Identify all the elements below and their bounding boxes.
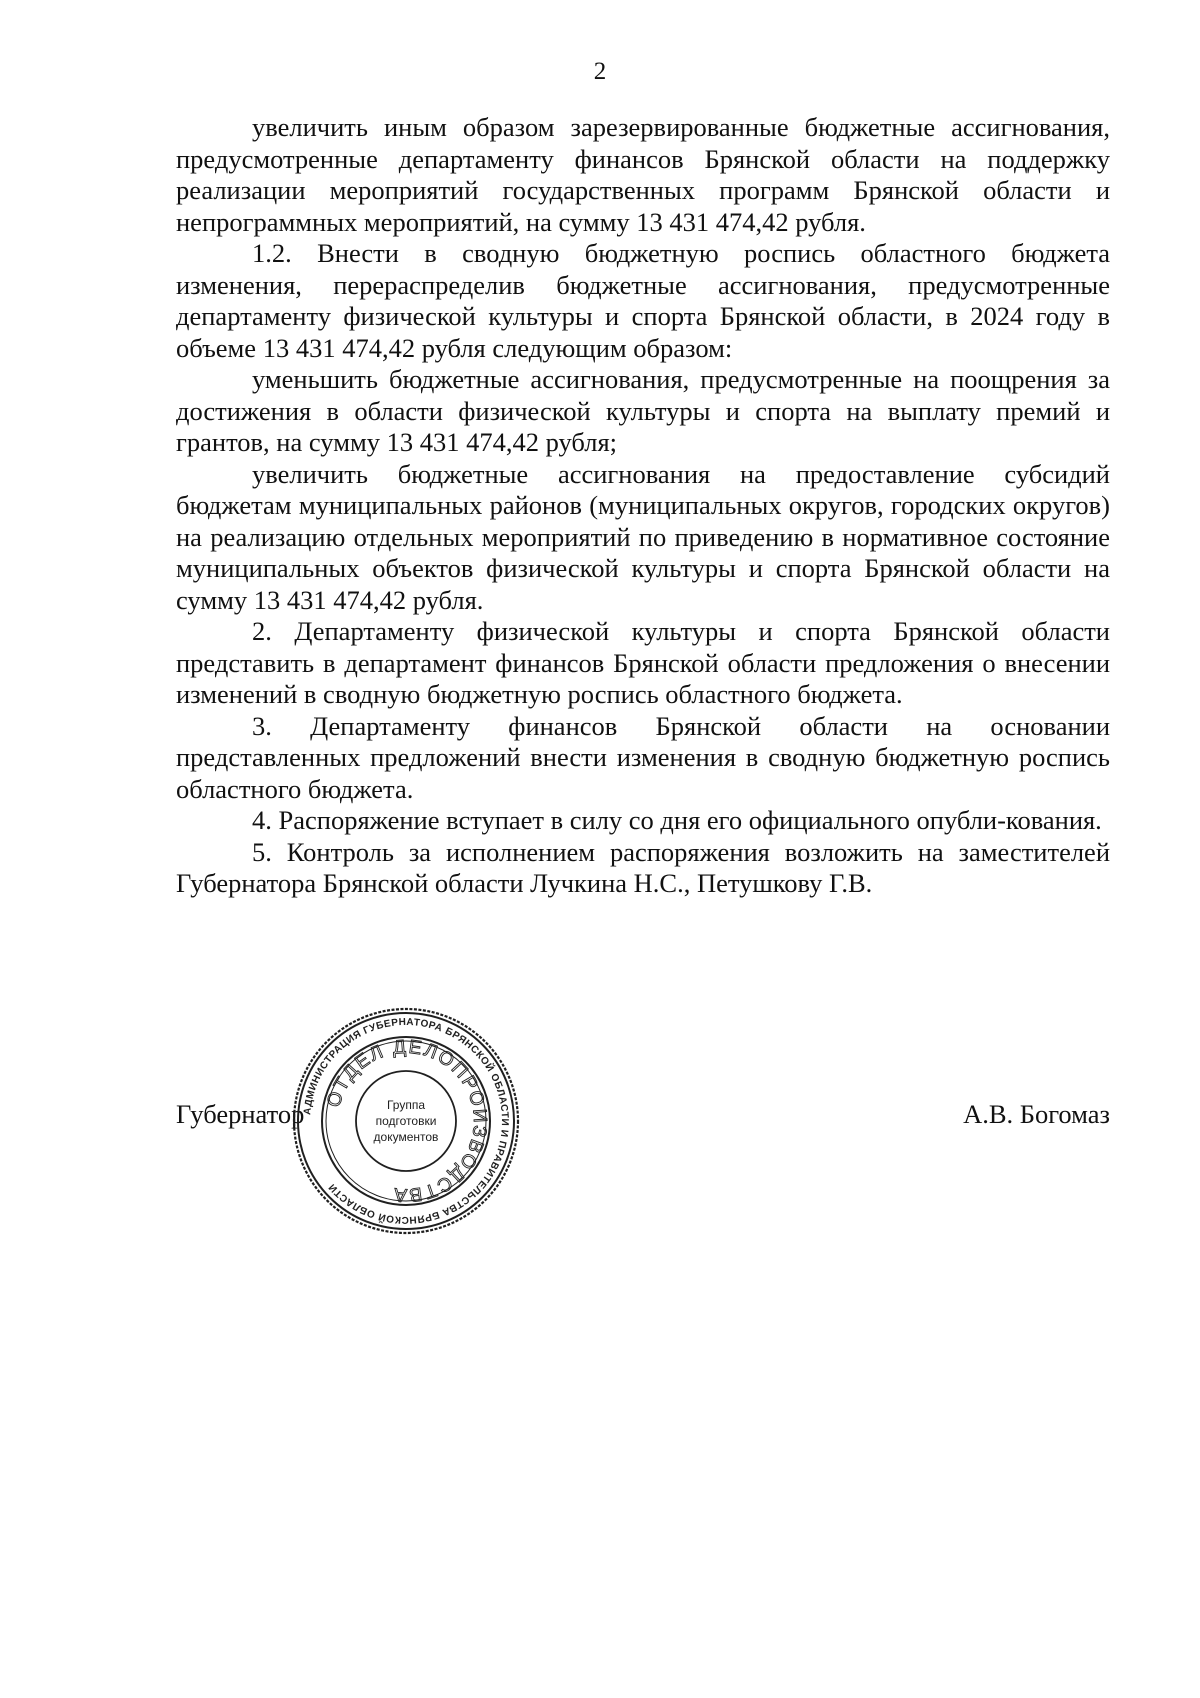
stamp-center-line-2: подготовки — [375, 1114, 437, 1128]
paragraph-1-2: 1.2. Внести в сводную бюджетную роспись областного бюджета изменения, перераспределив бюджетные ассигнования, предусмотренные департаменту физической культуры и спорта Брянской области, в 2024 году в объеме 13 431 474,42 рубля следующим образом: — [176, 238, 1110, 363]
stamp-inner-text: ОТДЕЛ ДЕЛОПРОИЗВОДСТВА — [323, 1036, 491, 1206]
paragraph-decrease: уменьшить бюджетные ассигнования, предусмотренные на поощрения за достижения в области физической культуры и спорта на выплату премий и грантов, на сумму 13 431 474,42 рубля; — [176, 364, 1110, 457]
paragraph-5: 5. Контроль за исполнением распоряжения возложить на заместителей Губернатора Брянской области Лучкина Н.С., Петушкову Г.В. — [176, 836, 1110, 898]
signer-name: А.В. Богомаз — [963, 1099, 1110, 1129]
page-number: 2 — [593, 58, 607, 85]
paragraph-4: 4. Распоряжение вступает в силу со дня его официального опубли-кования. — [252, 805, 1102, 835]
stamp-center-line-3: документов — [373, 1130, 439, 1144]
stamp-outer-text: АДМИНИСТРАЦИЯ ГУБЕРНАТОРА БРЯНСКОЙ ОБЛАСТИ И ПРАВИТЕЛЬСТВА БРЯНСКОЙ ОБЛАСТИ — [302, 1016, 511, 1226]
paragraph-increase-subsidies: увеличить бюджетные ассигнования на предоставление субсидий бюджетам муниципальных районов (муниципальных округов, городских округов) на реализацию отдельных мероприятий по приведению в нормативное состояние муниципальных объектов физической культуры и спорта Брянской области на сумму 13 431 474,42 рубля. — [176, 458, 1110, 615]
paragraph-3: 3. Департаменту финансов Брянской области на основании представленных предложений внести изменения в сводную бюджетную роспись областного бюджета. — [176, 710, 1110, 804]
document-body — [176, 112, 1110, 900]
paragraph-increase-reserved: увеличить иным образом зарезервированные бюджетные ассигнования, предусмотренные департаменту финансов Брянской области на поддержку реализации мероприятий государственных программ Брянской области и непрограммных мероприятий, на сумму 13 431 474,42 рубля. — [176, 112, 1110, 237]
signer-title: Губернатор — [176, 1099, 305, 1129]
stamp-center-line-1: Группа — [386, 1098, 426, 1112]
office-stamp — [290, 1005, 522, 1237]
paragraph-2: 2. Департаменту физической культуры и спорта Брянской области представить в департамент финансов Брянской области предложения о внесении изменений в сводную бюджетную роспись областного бюджета. — [176, 616, 1110, 709]
